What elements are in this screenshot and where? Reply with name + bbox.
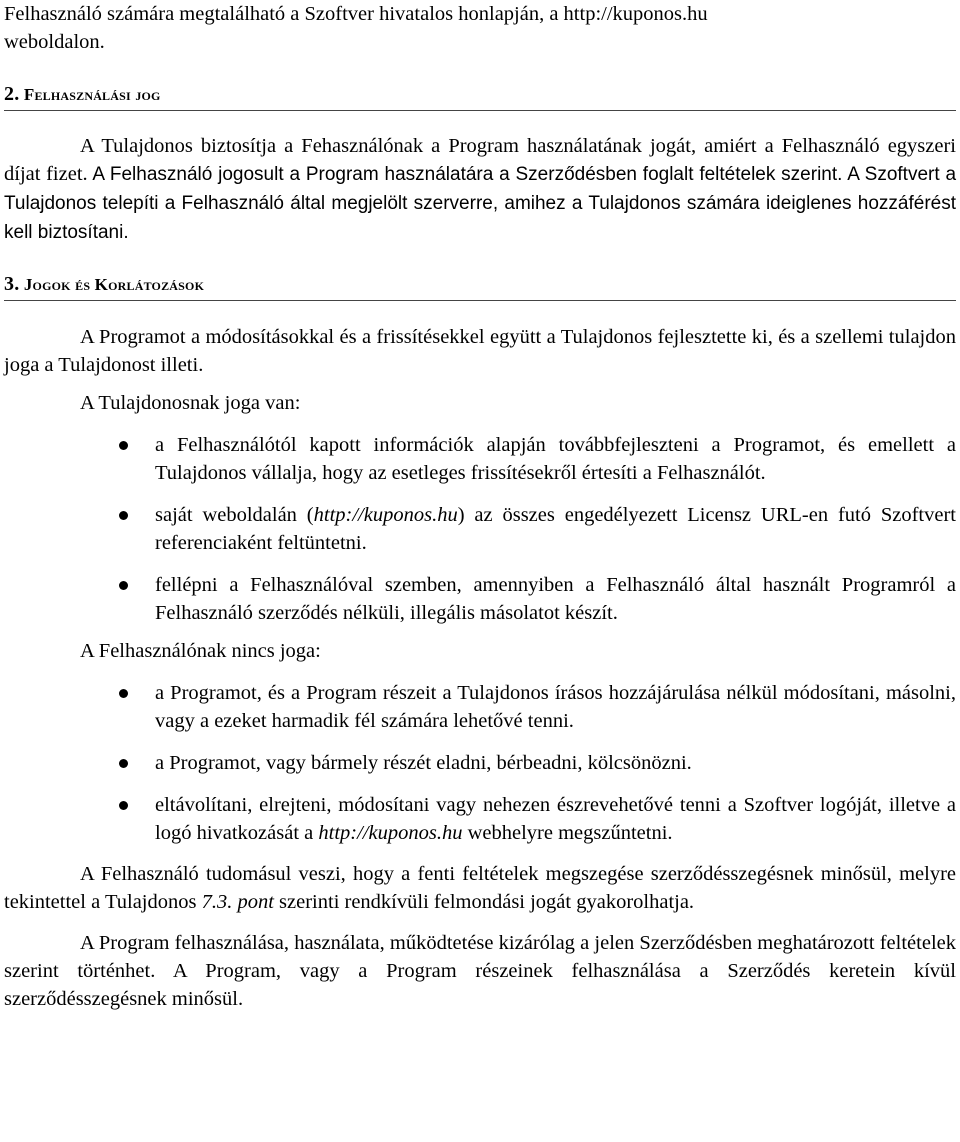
list-item <box>4 501 956 557</box>
list-item <box>4 431 956 487</box>
bullet-icon <box>119 801 128 810</box>
no-rights-item-1: a Programot, és a Program részeit a Tulajdonos írásos hozzájárulása nélkül módosítani, másolni, vagy a ezeket harmadik fél számára lehetővé tenni. <box>155 682 956 732</box>
intro-line-1: Felhasználó számára megtalálható a Szoftver hivatalos honlapján, a http://kuponos.hu <box>4 3 708 25</box>
section-2-para-b: A Felhasználó jogosult a Program használatára a Szerződésben foglalt feltételek szerint. <box>87 164 843 185</box>
intro-paragraph <box>4 0 956 56</box>
final-paragraph: A Program felhasználása, használata, működtetése kizárólag a jelen Szerződésben meghatározott feltételek szerint történhet. A Program, vagy a Program részeinek felhasználása a Szerződés keretein kívül szerződésszegésnek minősül. <box>4 932 956 1010</box>
list-item <box>4 571 956 627</box>
no-rights-item-2: a Programot, vagy bármely részét eladni, bérbeadni, kölcsönözni. <box>155 752 692 774</box>
section-2-para-c: A Szoftvert a Tulajdonos telepíti a Felhasználó által megjelölt szerverre, amihez a Tulajdonos számára ideiglenes hozzáférést kell biztosítani. <box>4 164 957 243</box>
rights-item-1: a Felhasználótól kapott információk alapján továbbfejleszteni a Programot, és emellett a Tulajdonos vállalja, hogy az esetleges frissítésekről értesíti a Felhasználót. <box>155 434 956 484</box>
rights-item-2-pre: saját weboldalán ( <box>155 504 314 526</box>
section-3-title: Jogok és Korlátozások <box>23 275 205 294</box>
section-2-heading <box>4 83 956 111</box>
rights-intro: A Tulajdonosnak joga van: <box>80 392 301 414</box>
no-rights-item-3-post: webhelyre megszűntetni. <box>462 822 673 844</box>
no-rights-list <box>4 679 956 847</box>
section-2-title: Felhasználási jog <box>23 85 161 104</box>
bullet-icon <box>119 441 128 450</box>
no-rights-item-3-pre: eltávolítani, elrejteni, módosítani vagy nehezen észrevehetővé tenni a Szoftver logóját, illetve a logó hivatkozását a <box>155 794 956 844</box>
bullet-icon <box>119 759 128 768</box>
rights-item-2-post: ) az összes engedélyezett Licensz URL-en futó Szoftvert referenciaként feltüntetni. <box>155 504 956 554</box>
rights-list <box>4 431 956 627</box>
breach-paragraph <box>4 860 956 916</box>
list-item <box>4 679 956 735</box>
breach-text-pre: A Felhasználó tudomásul veszi, hogy a fenti feltételek megszegése szerződésszegésnek minősül, melyre tekintettel a Tulajdonos <box>4 863 956 913</box>
section-2-number: 2. <box>4 83 20 105</box>
section-3-paragraph-1: A Programot a módosításokkal és a frissítésekkel együtt a Tulajdonos fejlesztette ki, és a szellemi tulajdon joga a Tulajdonost illeti. <box>4 326 956 376</box>
bullet-icon <box>119 689 128 698</box>
list-item <box>4 749 956 777</box>
section-3-number: 3. <box>4 273 20 295</box>
list-item <box>4 791 956 847</box>
bullet-icon <box>119 511 128 520</box>
section-2-para-a: A Tulajdonos biztosítja a Fehasználónak a Program használatának jogát, amiért a Felhasználó egyszeri díjat fizet. <box>4 135 956 185</box>
section-2-paragraph <box>4 132 956 247</box>
breach-text-post: szerinti rendkívüli felmondási jogát gyakorolhatja. <box>273 891 695 913</box>
intro-line-2: weboldalon. <box>4 31 105 53</box>
rights-item-3: fellépni a Felhasználóval szemben, amennyiben a Felhasználó által használt Programról a Felhasználó szerződés nélküli, illegális másolatot készít. <box>155 574 956 624</box>
kuponos-link[interactable]: http://kuponos.hu <box>313 504 458 526</box>
section-3-heading <box>4 273 956 301</box>
section-reference: 7.3. pont <box>201 891 274 913</box>
no-rights-intro: A Felhasználónak nincs joga: <box>80 640 321 662</box>
bullet-icon <box>119 581 128 590</box>
kuponos-link[interactable]: http://kuponos.hu <box>318 822 463 844</box>
